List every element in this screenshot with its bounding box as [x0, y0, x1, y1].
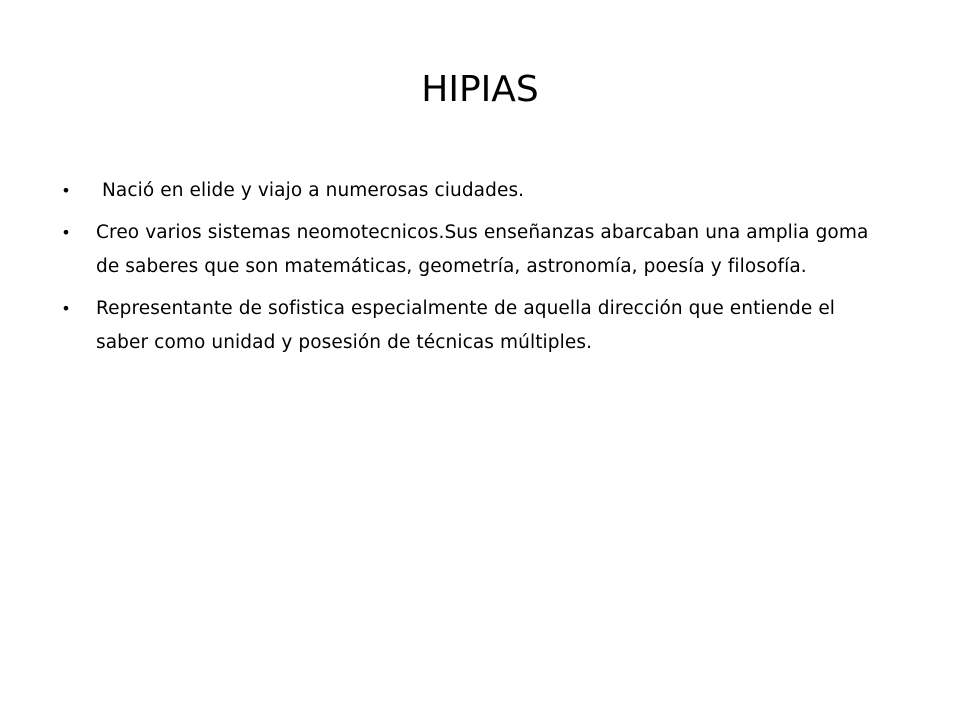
bullet-text: Creo varios sistemas neomotecnicos.Sus enseñanzas abarcaban una amplia goma de saberes que son matemáticas, geometría, astronomía, poesía y filosofía.: [96, 222, 869, 277]
bullet-item: [61, 216, 886, 284]
bullet-list: [61, 174, 886, 368]
slide-title: HIPIAS: [421, 69, 539, 110]
bullet-text: Nació en elide y viajo a numerosas ciudades.: [96, 180, 525, 201]
bullet-item: [61, 174, 886, 208]
bullet-text: Representante de sofistica especialmente de aquella dirección que entiende el saber como unidad y posesión de técnicas múltiples.: [96, 298, 836, 353]
bullet-icon: •: [61, 223, 71, 242]
bullet-icon: •: [61, 299, 71, 318]
bullet-icon: •: [61, 181, 71, 200]
bullet-item: [61, 292, 886, 360]
